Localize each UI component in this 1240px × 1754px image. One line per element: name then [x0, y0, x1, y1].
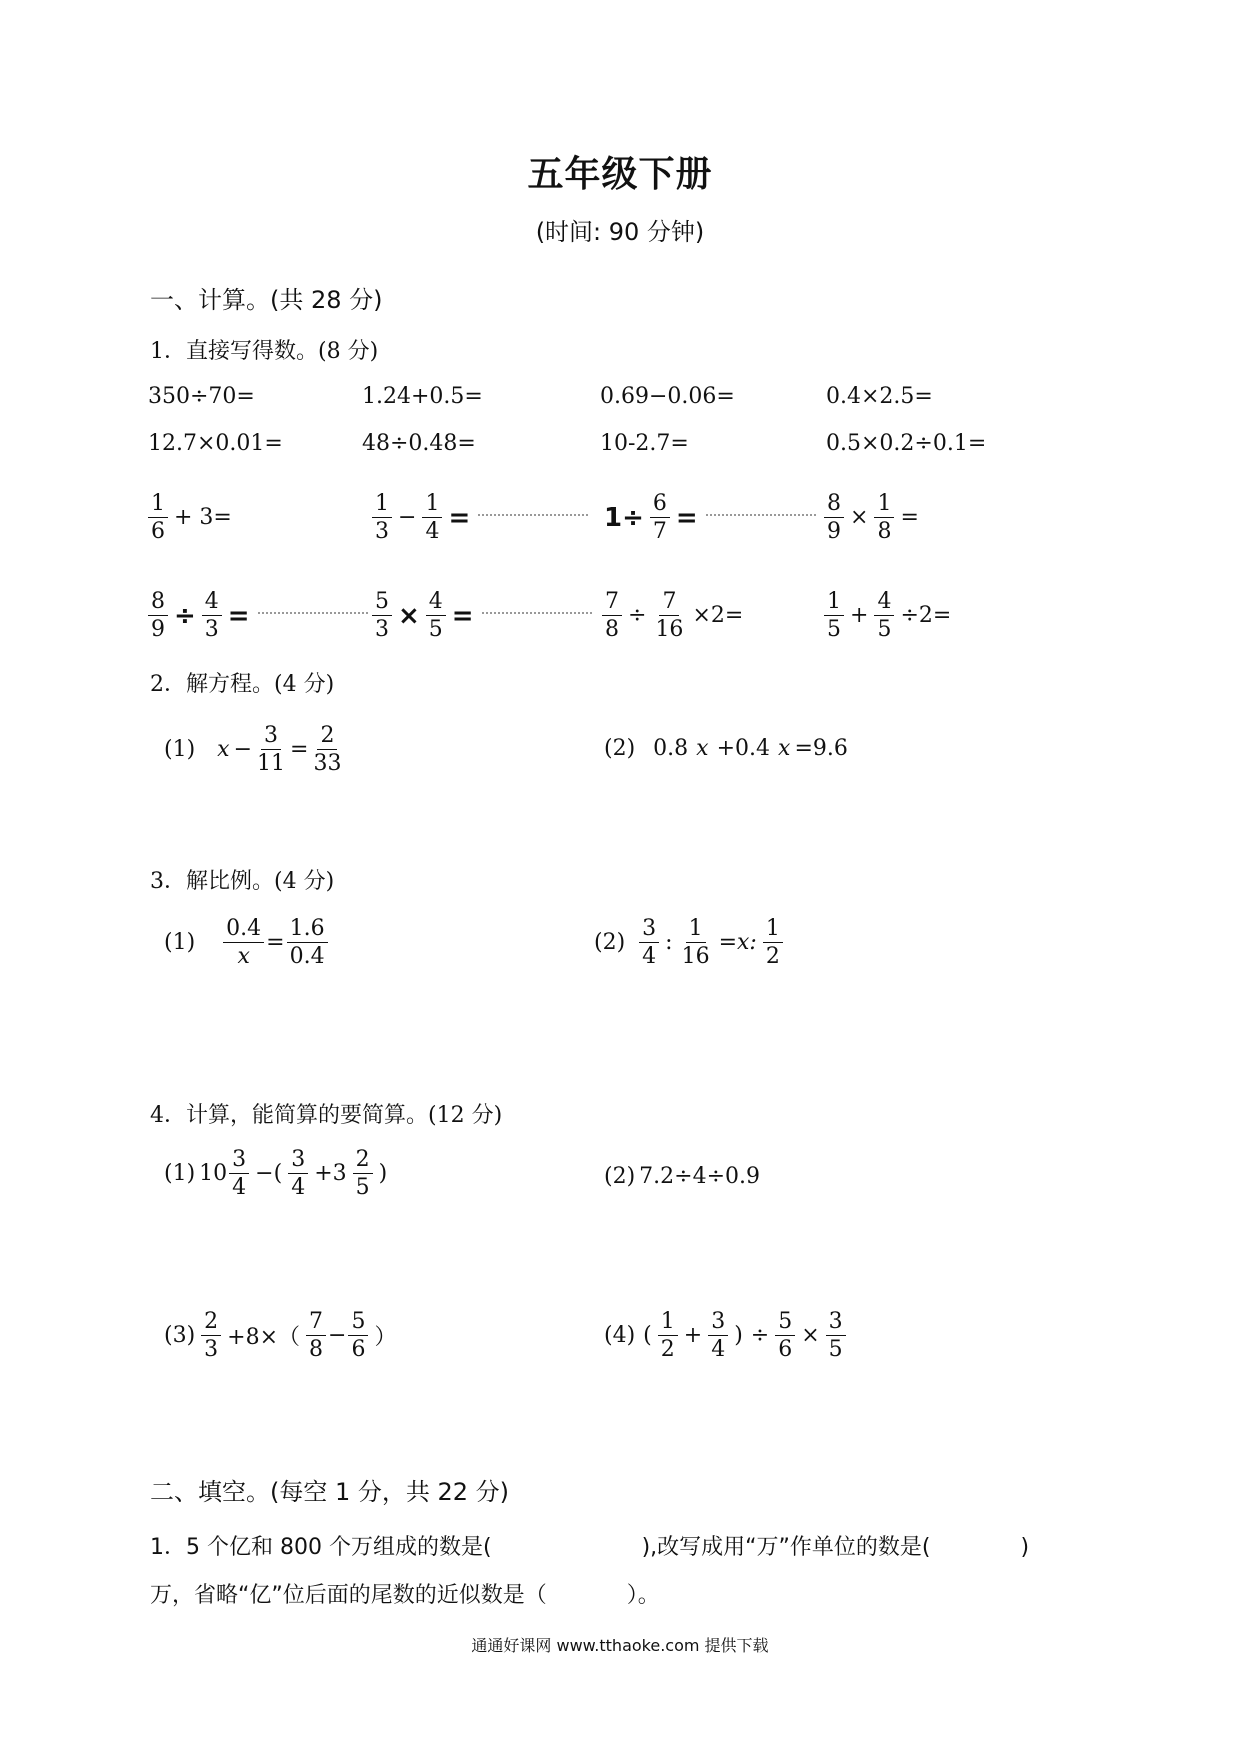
q1-fraction-item: $\frac{1}{6}$ + 3=	[146, 492, 236, 543]
q1-item: 1.24+0.5=	[362, 384, 483, 409]
fraction: $\frac{8}{9}$	[148, 590, 168, 641]
fraction: $\frac{7}{8}$	[306, 1310, 326, 1361]
fraction: $\frac{2}{33}$	[313, 723, 342, 777]
answer-blank[interactable]	[478, 513, 588, 516]
fraction: $\frac{2}{5}$	[353, 1148, 373, 1199]
q1-fraction-item: $\frac{5}{3}$ × $\frac{4}{5}$ =	[370, 590, 592, 641]
q1-fraction-item: $\frac{7}{8}$ ÷ $\frac{7}{16}$ ×2=	[600, 590, 747, 641]
time-limit: (时间: 90 分钟)	[535, 218, 705, 246]
equation-1: (1) x − $\frac{3}{11}$ = $\frac{2}{33}$	[160, 724, 346, 775]
fraction: $\frac{1}{4}$	[422, 492, 442, 543]
fraction: $\frac{8}{9}$	[824, 492, 844, 543]
q2-label: 2．解方程。(4 分)	[150, 672, 335, 697]
fraction: $\frac{1.6}{0.4}$	[287, 917, 328, 968]
q3-label: 3．解比例。(4 分)	[150, 869, 335, 894]
fraction: $\frac{6}{7}$	[650, 492, 670, 543]
page-title: 五年级下册	[527, 154, 713, 195]
q1-fraction-item: $\frac{1}{3}$ − $\frac{1}{4}$ =	[370, 492, 588, 543]
calc-3: (3) $\frac{2}{3}$ +8×（ $\frac{7}{8}$ − $\frac{5}{6}$ ）	[164, 1309, 397, 1363]
fraction: $\frac{5}{6}$	[775, 1310, 795, 1361]
proportion-1: (1) $\frac{0.4}{x}$ = $\frac{1.6}{0.4}$	[160, 917, 330, 968]
q1-item: 48÷0.48=	[362, 431, 476, 456]
fraction: $\frac{1}{8}$	[874, 492, 894, 543]
fraction: $\frac{0.4}{x}$	[223, 917, 264, 968]
fraction: $\frac{4}{5}$	[426, 590, 446, 641]
q1-item: 350÷70=	[148, 384, 255, 409]
fraction: $\frac{1}{2}$	[658, 1310, 678, 1361]
q1-item: 0.5×0.2÷0.1=	[826, 431, 987, 456]
q1-fraction-item: 1÷ $\frac{6}{7}$ =	[600, 492, 816, 543]
fraction: $\frac{4}{3}$	[202, 590, 222, 641]
answer-blank[interactable]	[706, 513, 816, 516]
fraction: $\frac{7}{16}$	[655, 589, 684, 643]
fraction: $\frac{3}{4}$	[288, 1148, 308, 1199]
q1-fraction-item: $\frac{8}{9}$ ÷ $\frac{4}{3}$ =	[146, 590, 368, 641]
proportion-2: (2) $\frac{3}{4}$ : $\frac{1}{16}$ =x: $\frac{1}{2}$	[590, 917, 785, 968]
calc-4: (4) ( $\frac{1}{2}$ + $\frac{3}{4}$ ) ÷ $\frac{5}{6}$ × $\frac{3}{5}$	[600, 1310, 848, 1361]
fraction: $\frac{7}{8}$	[602, 590, 622, 641]
section-1-title: 一、计算。(共 28 分)	[150, 286, 383, 314]
fraction: $\frac{1}{2}$	[763, 917, 783, 968]
q4-label: 4．计算，能简算的要简算。(12 分)	[150, 1103, 503, 1128]
calc-2: (2) 7.2÷4÷0.9	[604, 1164, 761, 1189]
fraction: $\frac{2}{3}$	[201, 1310, 221, 1361]
q1-item: 10-2.7=	[600, 431, 689, 456]
fraction: $\frac{3}{4}$	[229, 1148, 249, 1199]
q1-label: 1．直接写得数。(8 分)	[150, 339, 379, 364]
fill-blank-q1-line2: 万，省略“亿”位后面的尾数的近似数是（ ）。	[150, 1583, 660, 1608]
fill-blank-q1-line1: 1．5 个亿和 800 个万组成的数是( ),改写成用“万”作单位的数是( )	[150, 1535, 1030, 1560]
q1-fraction-item: $\frac{8}{9}$ × $\frac{1}{8}$ =	[822, 492, 923, 543]
fraction: $\frac{4}{5}$	[874, 590, 894, 641]
fraction: $\frac{1}{16}$	[681, 916, 710, 970]
fraction: $\frac{3}{4}$	[708, 1310, 728, 1361]
fraction: $\frac{5}{3}$	[372, 590, 392, 641]
answer-blank[interactable]	[482, 611, 592, 614]
fraction: $\frac{1}{3}$	[372, 492, 392, 543]
fraction: $\frac{1}{6}$	[148, 492, 168, 543]
section-2-title: 二、填空。(每空 1 分，共 22 分)	[150, 1478, 510, 1506]
fraction: $\frac{3}{5}$	[826, 1310, 846, 1361]
q1-fraction-item: $\frac{1}{5}$ + $\frac{4}{5}$ ÷2=	[822, 590, 955, 641]
q1-item: 0.4×2.5=	[826, 384, 933, 409]
q1-item: 0.69−0.06=	[600, 384, 735, 409]
fraction: $\frac{3}{11}$	[257, 723, 286, 777]
fraction: $\frac{1}{5}$	[824, 590, 844, 641]
calc-1: (1) 10 $\frac{3}{4}$ −( $\frac{3}{4}$ +3 $\frac{2}{5}$ )	[164, 1147, 388, 1201]
fraction: $\frac{5}{6}$	[348, 1310, 368, 1361]
footer-credit: 通通好课网 www.tthaoke.com 提供下载	[471, 1636, 769, 1655]
equation-2: (2) 0.8 x +0.4 x =9.6	[604, 736, 848, 761]
answer-blank[interactable]	[258, 611, 368, 614]
fraction: $\frac{3}{4}$	[639, 917, 659, 968]
q1-item: 12.7×0.01=	[148, 431, 283, 456]
